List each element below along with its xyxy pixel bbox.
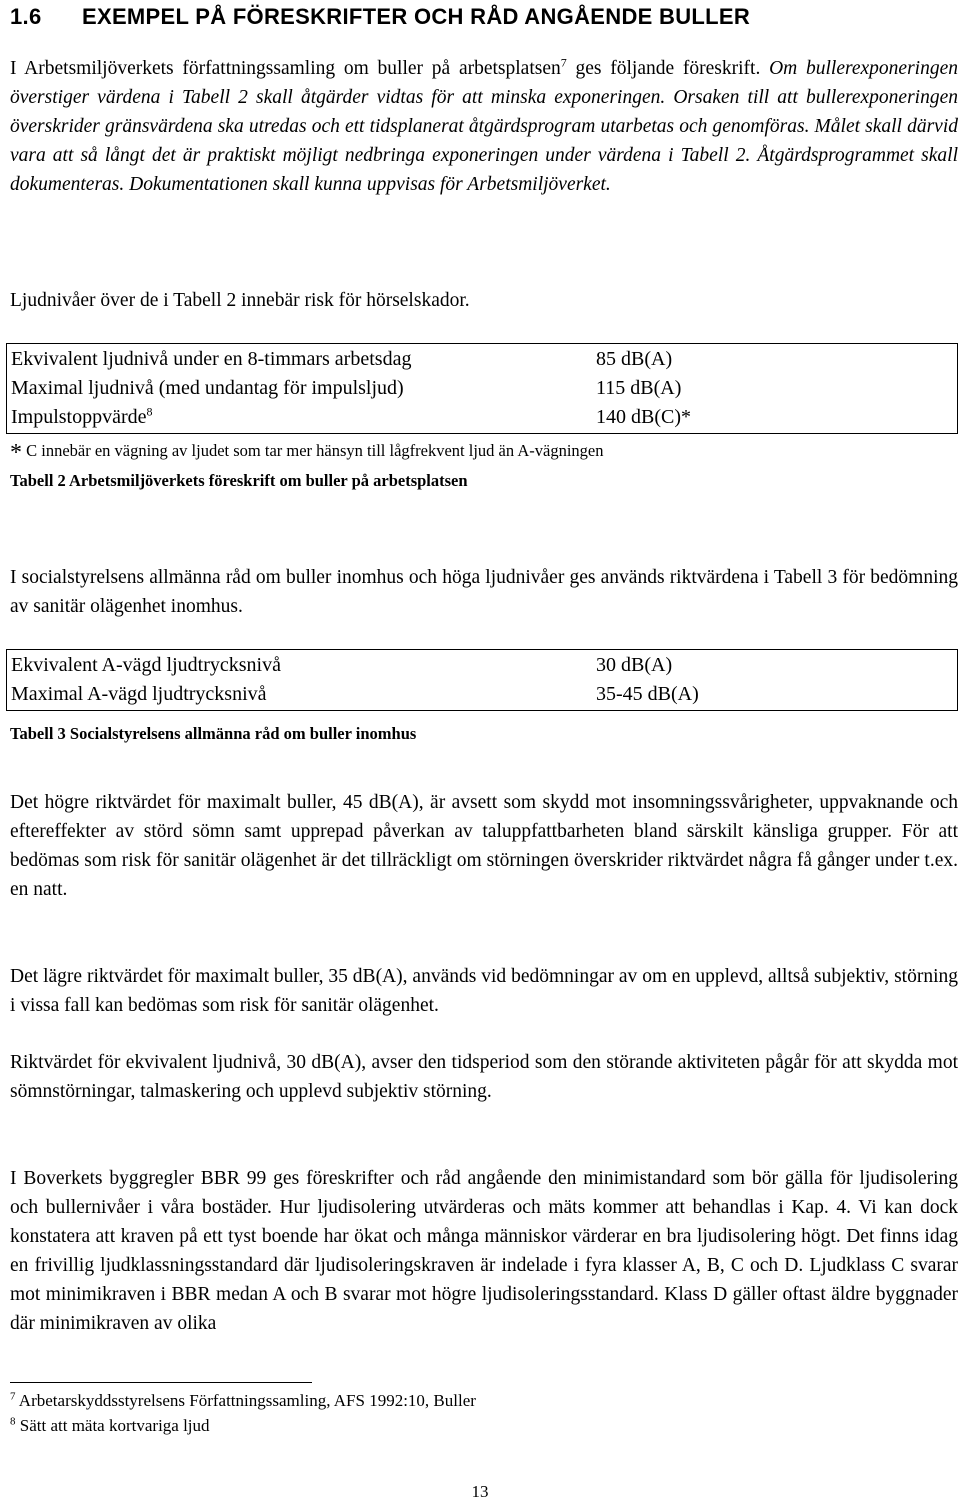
- table-row-label: Ekvivalent ljudnivå under en 8-timmars arbetsdag: [11, 348, 412, 370]
- footnote-ref-7: 7: [560, 55, 567, 70]
- paragraph-equivalent-30: Riktvärdet för ekvivalent ljudnivå, 30 dB(A), avser den tidsperiod som den störande aktiviteten pågår för att skydda mot sömnstörningar, talmaskering och upplevd subjektiv störning.: [10, 1052, 958, 1102]
- table-row-value: 30 dB(A): [596, 654, 673, 676]
- intro-text-2: ges följande föreskrift.: [566, 58, 761, 79]
- table-2: [6, 343, 958, 434]
- section-number: 1.6: [10, 4, 42, 29]
- footnote-text: Arbetarskyddsstyrelsens Författningssamling, AFS 1992:10, Buller: [15, 1391, 476, 1410]
- footnote-number: 8: [10, 1415, 16, 1428]
- intro-text: I Arbetsmiljöverkets författningssamling om buller på arbetsplatsen: [10, 58, 561, 79]
- section-heading: [10, 4, 750, 30]
- footnote-7: [10, 1391, 476, 1411]
- table-2-note: [10, 440, 603, 467]
- footnote-separator: [10, 1382, 312, 1383]
- table-row-label: [11, 406, 153, 429]
- footnote-text: Sätt att mäta kortvariga ljud: [15, 1416, 210, 1435]
- table-row-value: 35-45 dB(A): [596, 683, 699, 705]
- section-title: EXEMPEL PÅ FÖRESKRIFTER OCH RÅD ANGÅENDE BULLER: [82, 4, 751, 29]
- asterisk: *: [10, 440, 22, 466]
- socialstyrelsen-paragraph: I socialstyrelsens allmänna råd om buller inomhus och höga ljudnivåer ges används riktvärdena i Tabell 3 för bedömning av sanitär olägenhet inomhus.: [10, 567, 958, 617]
- risk-sentence: Ljudnivåer över de i Tabell 2 innebär risk för hörselskador.: [10, 290, 470, 311]
- intro-paragraph: [10, 54, 958, 199]
- paragraph-boverket: I Boverkets byggregler BBR 99 ges föreskrifter och råd angående den minimistandard som bör gälla för ljudisolering och bullernivåer i våra bostäder. Hur ljudisolering utvärderas och mäts kommer att behandlas i Kap. 4. Vi kan dock konstatera att kraven på ett tyst boende har ökat och många människor värderar en bra ljudisolering högt. Det finns idag en frivillig ljudklassningsstandard där ljudisoleringskraven är indelade i fyra klasser A, B, C och D. Ljudklass C svarar mot minimikraven i BBR medan A och B svarar mot högre ljudisoleringsstandard. Klass D gäller oftast äldre byggnader där minimikraven av olika: [10, 1168, 958, 1334]
- footnote-8: [10, 1416, 210, 1436]
- footnote-ref-8: 8: [146, 404, 153, 419]
- table-row-value: 140 dB(C)*: [596, 406, 691, 428]
- footnote-number: 7: [10, 1390, 16, 1403]
- table-3-caption: Tabell 3 Socialstyrelsens allmänna råd om buller inomhus: [10, 724, 417, 743]
- table-row-value: 115 dB(A): [596, 377, 682, 399]
- paragraph-max-35: Det lägre riktvärdet för maximalt buller, 35 dB(A), används vid bedömningar av om en upplevd, alltså subjektiv, störning i vissa fall kan bedömas som risk för sanitär olägenhet.: [10, 966, 958, 1016]
- impulse-label: Impulstoppvärde: [11, 406, 147, 428]
- table-row-label: Maximal ljudnivå (med undantag för impulsljud): [11, 377, 404, 399]
- regulation-quote: Om bullerexponeringen överstiger värdena i Tabell 2 skall åtgärder vidtas för att minska exponeringen. Orsaken till att bullerexponeringen överskrider gränsvärdena ska utredas och ett tidsplanerat åtgärdsprogram utarbetas och genomföras. Målet skall därvid vara att så långt det är praktiskt möjligt nedbringa exponeringen under värdena i Tabell 2. Åtgärdsprogrammet skall dokumenteras. Dokumentationen skall kunna uppvisas för Arbetsmiljöverket.: [10, 58, 959, 195]
- page-number: 13: [471, 1482, 489, 1501]
- table-row-label: Ekvivalent A-vägd ljudtrycksnivå: [11, 654, 281, 676]
- table-row-label: Maximal A-vägd ljudtrycksnivå: [11, 683, 267, 705]
- table-2-caption: Tabell 2 Arbetsmiljöverkets föreskrift om buller på arbetsplatsen: [10, 471, 468, 490]
- note-text: C innebär en vägning av ljudet som tar mer hänsyn till lågfrekvent ljud än A-vägningen: [22, 441, 604, 460]
- table-row-value: 85 dB(A): [596, 348, 673, 370]
- table-3: [6, 649, 958, 711]
- paragraph-max-45: Det högre riktvärdet för maximalt buller, 45 dB(A), är avsett som skydd mot insomningssvårigheter, uppvaknande och eftereffekter av störd sömn samt upprepad påverkan av taluppfattbarheten bland särskilt känsliga grupper. För att bedömas som risk för sanitär olägenhet är det tillräckligt om störningen överskrider riktvärdet några få gånger under t.ex. en natt.: [10, 792, 958, 900]
